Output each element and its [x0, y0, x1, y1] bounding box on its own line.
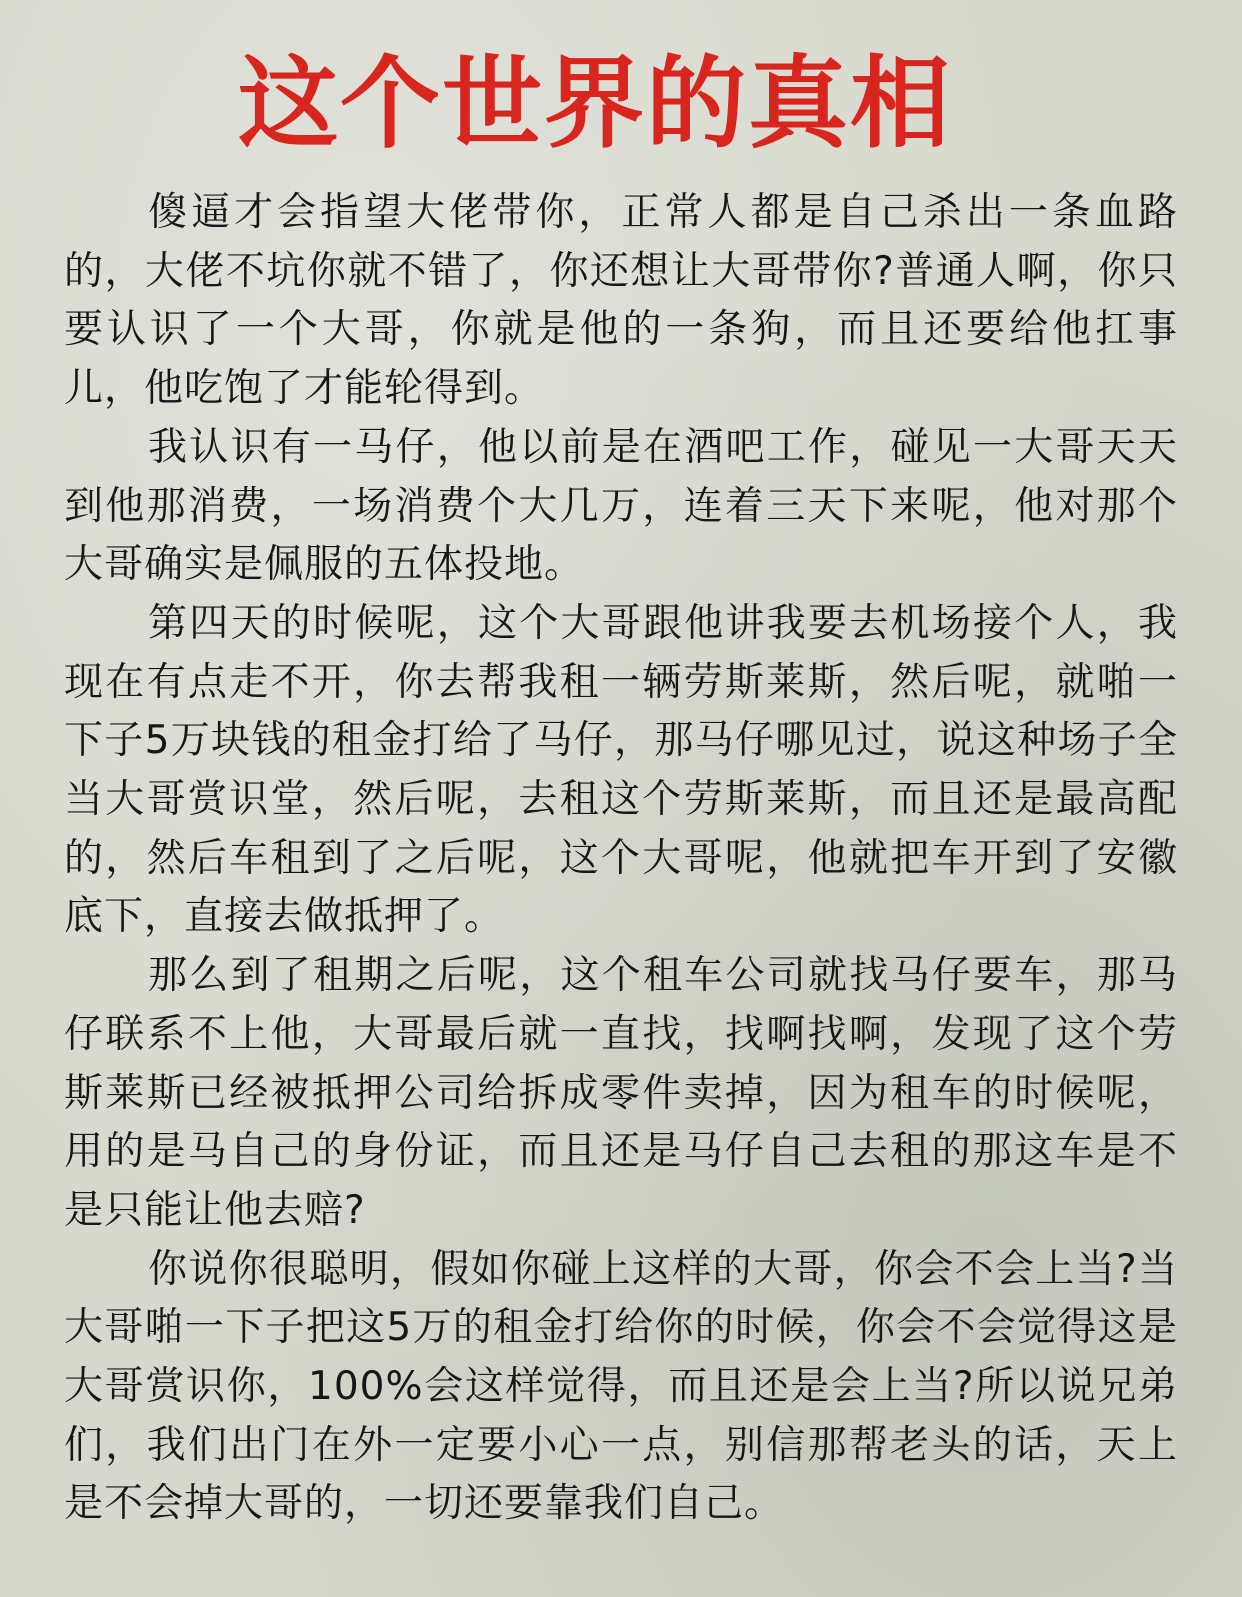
- paragraph-2: 我认识有一马仔，他以前是在酒吧工作，碰见一大哥天天到他那消费，一场消费个大几万，连着三天下来呢，他对那个大哥确实是佩服的五体投地。: [64, 424, 1178, 588]
- article-body: [64, 184, 1178, 1534]
- page-title: 这个世界的真相: [238, 45, 952, 162]
- paragraph-1: 傻逼才会指望大佬带你，正常人都是自己杀出一条血路的，大佬不坑你就不错了，你还想让大哥带你?普通人啊，你只要认识了一个大哥，你就是他的一条狗，而且还要给他扛事儿，他吃饱了才能轮得到。: [64, 190, 1178, 412]
- paragraph-3: 第四天的时候呢，这个大哥跟他讲我要去机场接个人，我现在有点走不开，你去帮我租一辆劳斯莱斯，然后呢，就啪一下子5万块钱的租金打给了马仔，那马仔哪见过，说这种场子全当大哥赏识堂，然后呢，去租这个劳斯莱斯，而且还是最高配的，然后车租到了之后呢，这个大哥呢，他就把车开到了安徽底下，直接去做抵押了。: [64, 600, 1178, 940]
- paragraph-5: 你说你很聪明，假如你碰上这样的大哥，你会不会上当?当大哥啪一下子把这5万的租金打给你的时候，你会不会觉得这是大哥赏识你，100%会这样觉得，而且还是会上当?所以说兄弟们，我们出门在外一定要小心一点，别信那帮老头的话，天上是不会掉大哥的，一切还要靠我们自己。: [64, 1246, 1178, 1527]
- paragraph-4: 那么到了租期之后呢，这个租车公司就找马仔要车，那马仔联系不上他，大哥最后就一直找，找啊找啊，发现了这个劳斯莱斯已经被抵押公司给拆成零件卖掉，因为租车的时候呢，用的是马自己的身份证，而且还是马仔自己去租的那这车是不是只能让他去赔?: [64, 953, 1178, 1233]
